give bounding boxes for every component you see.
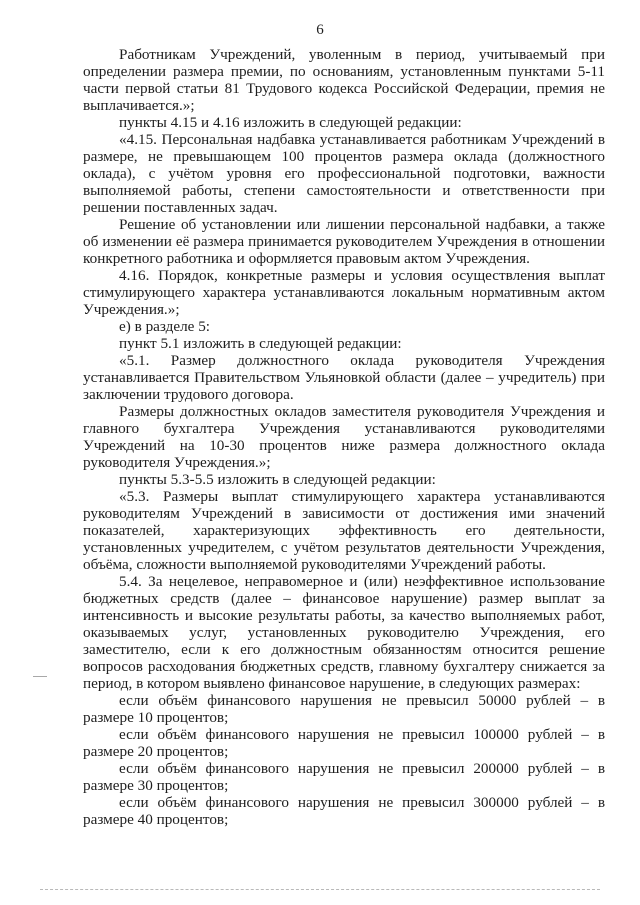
paragraph-personal-bonus-decision: Решение об установлении или лишении персональной надбавки, а также об изменении её размера принимается руководителем Учреждения в отношении конкретного работника и оформляется правовым актом Учреждения. bbox=[83, 216, 605, 267]
paragraph-5-3: «5.3. Размеры выплат стимулирующего характера устанавливаются руководителям Учреждений в зависимости от достижения ими значений показателей, характеризующих эффективность его деятельности, установленных учредителем, с учётом результатов деятельности Учреждения, объёма, сложности выполняемой руководителями Учреждений работы. bbox=[83, 488, 605, 573]
list-item-violation-100000: если объём финансового нарушения не превысил 100000 рублей – в размере 20 процентов; bbox=[83, 726, 605, 760]
paragraph-4-15: «4.15. Персональная надбавка устанавливается работникам Учреждений в размере, не превышающем 100 процентов размера оклада (должностного оклада), с учётом уровня его профессиональной подготовки, важности выполняемой работы, степени самостоятельности и ответственности при решении поставленных задач. bbox=[83, 131, 605, 216]
margin-mark bbox=[33, 676, 47, 677]
scan-edge-line bbox=[40, 889, 600, 890]
paragraph-amend-5-1: пункт 5.1 изложить в следующей редакции: bbox=[119, 335, 402, 352]
document-body bbox=[83, 46, 605, 828]
page-number: 6 bbox=[316, 22, 324, 38]
paragraph-5-1: «5.1. Размер должностного оклада руководителя Учреждения устанавливается Правительством Ульяновкой области (далее – учредитель) при заключении трудового договора. bbox=[83, 352, 605, 403]
paragraph-section-5-heading: е) в разделе 5: bbox=[119, 318, 211, 335]
paragraph-dismissed-workers: Работникам Учреждений, уволенным в период, учитываемый при определении размера премии, по основаниям, установленным пунктами 5-11 части первой статьи 81 Трудового кодекса Российской Федерации, премия не выплачивается.»; bbox=[83, 46, 605, 114]
paragraph-deputy-salaries: Размеры должностных окладов заместителя руководителя Учреждения и главного бухгалтера Учреждения устанавливаются руководителями Учреждений на 10-30 процентов ниже размера должностного оклада руководителя Учреждения.»; bbox=[83, 403, 605, 471]
paragraph-amend-4-15-4-16: пункты 4.15 и 4.16 изложить в следующей редакции: bbox=[119, 114, 462, 131]
paragraph-4-16: 4.16. Порядок, конкретные размеры и условия осуществления выплат стимулирующего характера устанавливаются локальным нормативным актом Учреждения.»; bbox=[83, 267, 605, 318]
paragraph-amend-5-3-5-5: пункты 5.3-5.5 изложить в следующей редакции: bbox=[119, 471, 436, 488]
list-item-violation-50000: если объём финансового нарушения не превысил 50000 рублей – в размере 10 процентов; bbox=[83, 692, 605, 726]
list-item-violation-200000: если объём финансового нарушения не превысил 200000 рублей – в размере 30 процентов; bbox=[83, 760, 605, 794]
list-item-violation-300000: если объём финансового нарушения не превысил 300000 рублей – в размере 40 процентов; bbox=[83, 794, 605, 828]
paragraph-5-4: 5.4. За нецелевое, неправомерное и (или) неэффективное использование бюджетных средств (далее – финансовое нарушение) размер выплат за интенсивность и высокие результаты работы, за качество выполняемых работ, оказываемых услуг, установленных руководителю Учреждения, его заместителю, если к его должностным обязанностям относится решение вопросов расходования бюджетных средств, главному бухгалтеру снижается за период, в котором выявлено финансовое нарушение, в следующих размерах: bbox=[83, 573, 605, 692]
